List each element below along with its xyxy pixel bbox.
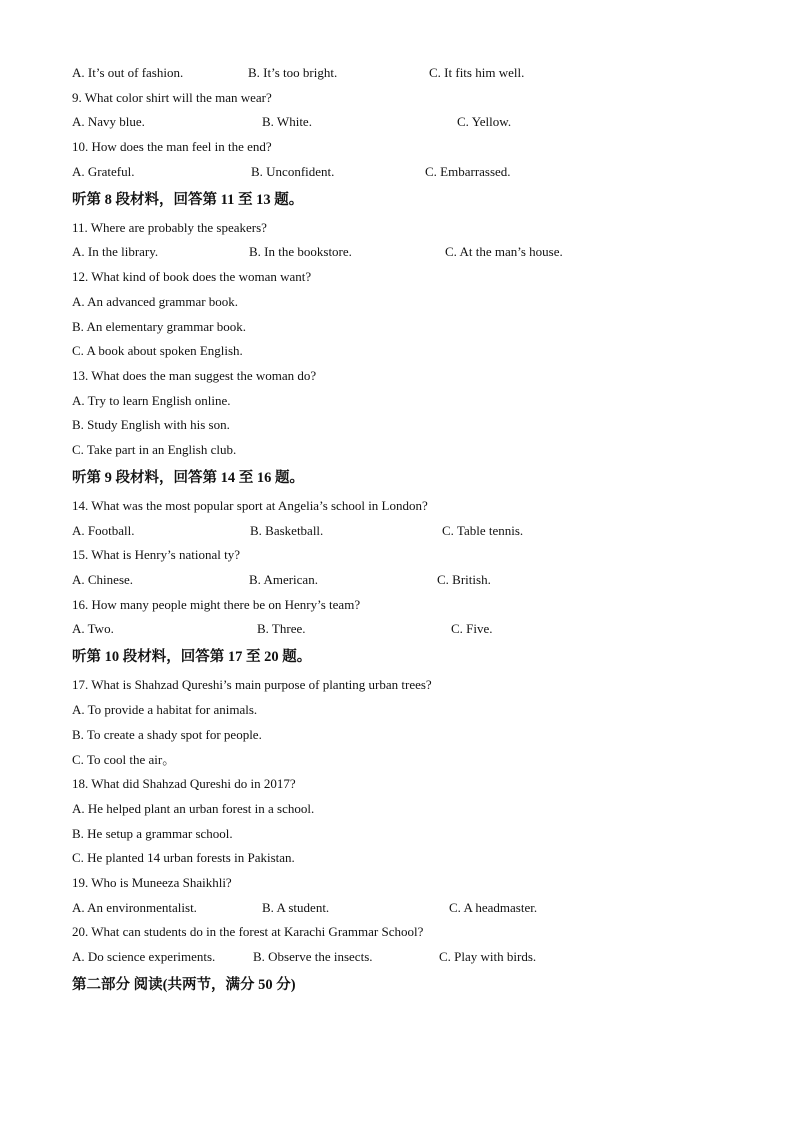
q17-option-c: C. To cool the air。 (72, 752, 176, 767)
q8-options-row (72, 64, 734, 82)
q20-question: 20. What can students do in the forest at Karachi Grammar School? (72, 924, 424, 939)
q19-question: 19. Who is Muneeza Shaikhli? (72, 875, 232, 890)
q17-option-b: B. To create a shady spot for people. (72, 727, 262, 742)
q10-options-row (72, 163, 734, 181)
q20-option-a: A. Do science experiments. (72, 949, 216, 964)
q9-question: 9. What color shirt will the man wear? (72, 90, 272, 105)
q15-option-a: A. Chinese. (72, 572, 134, 587)
q20-option-c: C. Play with birds. (439, 949, 537, 964)
q20-options-row (72, 948, 734, 966)
q14-option-c: C. Table tennis. (442, 523, 524, 538)
q16-options-row (72, 620, 734, 638)
q9-option-c: C. Yellow. (457, 114, 512, 129)
q11-question: 11. Where are probably the speakers? (72, 220, 267, 235)
q15-option-c: C. British. (437, 572, 491, 587)
q15-options-row (72, 571, 734, 589)
q14-options-row (72, 522, 734, 540)
q8-option-a: A. It’s out of fashion. (72, 65, 184, 80)
q13-option-c: C. Take part in an English club. (72, 442, 237, 457)
q16-option-b: B. Three. (257, 621, 306, 636)
q19-option-c: C. A headmaster. (449, 900, 538, 915)
q11-options-row (72, 243, 734, 261)
q9-option-a: A. Navy blue. (72, 114, 145, 129)
q18-question: 18. What did Shahzad Qureshi do in 2017? (72, 776, 296, 791)
q12-option-b: B. An elementary grammar book. (72, 319, 247, 334)
section-9-heading: 听第 9 段材料，回答第 14 至 16 题。 (72, 470, 304, 486)
q18-option-c: C. He planted 14 urban forests in Pakistan. (72, 850, 295, 865)
q13-question: 13. What does the man suggest the woman do? (72, 368, 317, 383)
q16-option-c: C. Five. (451, 621, 493, 636)
q11-option-b: B. In the bookstore. (249, 244, 352, 259)
q20-option-b: B. Observe the insects. (253, 949, 373, 964)
section-8-heading: 听第 8 段材料，回答第 11 至 13 题。 (72, 192, 304, 208)
q12-question: 12. What kind of book does the woman want? (72, 269, 312, 284)
q14-question: 14. What was the most popular sport at Angelia’s school in London? (72, 498, 428, 513)
part-2-heading: 第二部分 阅读(共两节，满分 50 分) (72, 977, 296, 993)
q12-option-c: C. A book about spoken English. (72, 343, 243, 358)
q9-option-b: B. White. (262, 114, 312, 129)
q10-option-b: B. Unconfident. (251, 164, 335, 179)
q18-option-b: B. He setup a grammar school. (72, 826, 233, 841)
q8-option-c: C. It fits him well. (429, 65, 525, 80)
q19-option-a: A. An environmentalist. (72, 900, 197, 915)
q19-options-row (72, 899, 734, 917)
q8-option-b: B. It’s too bright. (248, 65, 338, 80)
q14-option-b: B. Basketball. (250, 523, 324, 538)
q16-question: 16. How many people might there be on Henry’s team? (72, 597, 361, 612)
q10-option-a: A. Grateful. (72, 164, 135, 179)
q11-option-a: A. In the library. (72, 244, 159, 259)
q10-option-c: C. Embarrassed. (425, 164, 511, 179)
q17-question: 17. What is Shahzad Qureshi’s main purpose of planting urban trees? (72, 677, 432, 692)
q9-options-row (72, 113, 734, 131)
q19-option-b: B. A student. (262, 900, 330, 915)
q10-question: 10. How does the man feel in the end? (72, 139, 272, 154)
q15-option-b: B. American. (249, 572, 318, 587)
q18-option-a: A. He helped plant an urban forest in a school. (72, 801, 315, 816)
q13-option-b: B. Study English with his son. (72, 417, 230, 432)
q16-option-a: A. Two. (72, 621, 114, 636)
q11-option-c: C. At the man’s house. (445, 244, 563, 259)
q14-option-a: A. Football. (72, 523, 135, 538)
q13-option-a: A. Try to learn English online. (72, 393, 231, 408)
q15-question: 15. What is Henry’s national ty? (72, 547, 241, 562)
section-10-heading: 听第 10 段材料，回答第 17 至 20 题。 (72, 649, 312, 665)
q17-option-a: A. To provide a habitat for animals. (72, 702, 258, 717)
q12-option-a: A. An advanced grammar book. (72, 294, 239, 309)
